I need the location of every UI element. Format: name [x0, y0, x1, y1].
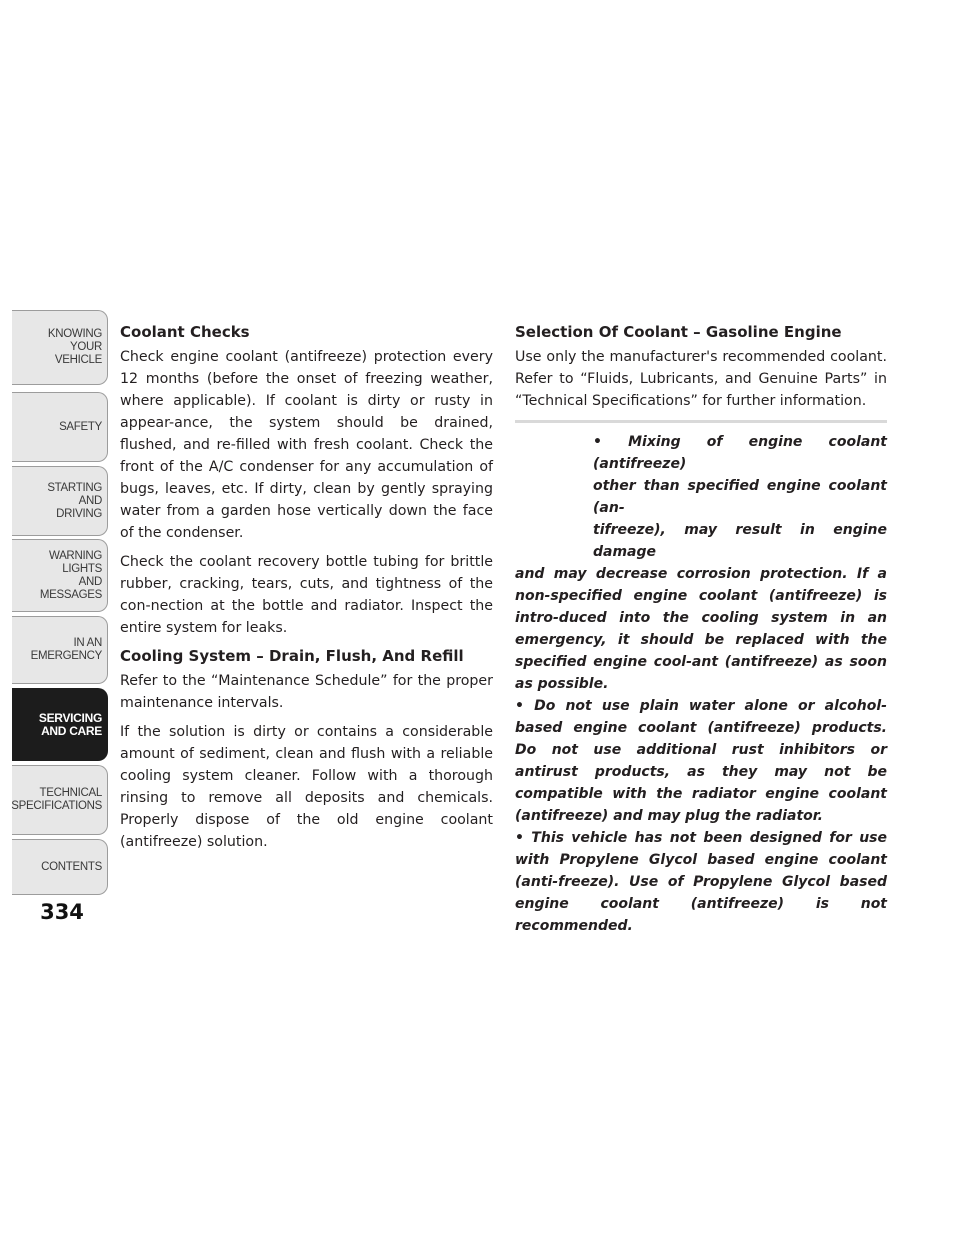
- tab-starting-and-driving[interactable]: [12, 466, 108, 536]
- left-column: [120, 322, 493, 860]
- tab-label: KNOWING YOUR VEHICLE: [47, 328, 102, 366]
- coolant-checks-heading: Coolant Checks: [120, 323, 250, 341]
- tab-label: SERVICING AND CARE: [38, 710, 102, 738]
- caution-line: tifreeze), may result in engine damage: [593, 522, 887, 560]
- caution-bullet-2: • Do not use plain water alone or alcohol-based engine coolant (antifreeze) products. Do not use additional rust inhibitors or antirust products, as they may not be compatible with the radiator engine coolant (antifreeze) and may plug the radiator.: [515, 698, 887, 824]
- cleaning-paragraph: If the solution is dirty or contains a considerable amount of sediment, clean and flush with a reliable cooling system cleaner. Follow with a thorough rinsing to remove all deposits and chemicals. Properly dispose of the old engine coolant (antifreeze) solution.: [120, 724, 493, 850]
- tab-technical-specifications[interactable]: [12, 765, 108, 835]
- coolant-checks-paragraph: Check engine coolant (antifreeze) protection every 12 months (before the onset of freezing weather, where applicable). If coolant is dirty or rusty in appear-ance, the system should be drained, flushed, and re-filled with fresh coolant. Check the front of the A/C condenser for any accumulation of bugs, leaves, etc. If dirty, clean by gently spraying water from a garden hose vertically down the face of the condenser.: [120, 349, 493, 541]
- caution-text: [515, 431, 887, 937]
- caution-line: • Mixing of engine coolant (antifreeze): [593, 434, 887, 472]
- recovery-bottle-paragraph: Check the coolant recovery bottle tubing for brittle rubber, cracking, tears, cuts, and tightness of the con-nection at the bottle and radiator. Inspect the entire system for leaks.: [120, 554, 493, 636]
- tab-label: IN AN EMERGENCY: [30, 637, 102, 662]
- tab-label: TECHNICAL SPECIFICATIONS: [11, 787, 102, 812]
- selection-of-coolant-paragraph: Use only the manufacturer's recommended coolant. Refer to “Fluids, Lubricants, and Genuine Parts” in “Technical Specifications” for further information.: [515, 349, 887, 409]
- tab-servicing-and-care[interactable]: [12, 688, 108, 761]
- maintenance-interval-paragraph: Refer to the “Maintenance Schedule” for the proper maintenance intervals.: [120, 673, 493, 711]
- right-column: [515, 322, 887, 419]
- tab-safety[interactable]: [12, 392, 108, 462]
- drain-flush-refill-heading: Cooling System – Drain, Flush, And Refill: [120, 647, 464, 665]
- page-number: 334: [40, 900, 84, 924]
- tab-label: CONTENTS: [41, 860, 102, 873]
- caution-bullet-1-continued: and may decrease corrosion protection. If a non-specified engine coolant (antifreeze) is intro-duced into the cooling system in an emergency, it should be replaced with the specified engine cool-ant (antifreeze) as soon as possible.: [515, 566, 887, 692]
- selection-of-coolant-heading: Selection Of Coolant – Gasoline Engine: [515, 323, 842, 341]
- tab-in-an-emergency[interactable]: [12, 616, 108, 684]
- tab-label: SAFETY: [59, 420, 102, 433]
- caution-box: [515, 420, 887, 937]
- caution-line: other than specified engine coolant (an-: [593, 478, 887, 516]
- tab-label: WARNING LIGHTS AND MESSAGES: [39, 549, 102, 601]
- tab-warning-lights-and-messages[interactable]: [12, 539, 108, 612]
- caution-rule: [515, 420, 887, 423]
- tab-label: STARTING AND DRIVING: [47, 481, 102, 520]
- caution-bullet-3: • This vehicle has not been designed for use with Propylene Glycol based engine coolant (anti-freeze). Use of Propylene Glycol based engine coolant (antifreeze) is not recommended.: [515, 830, 887, 934]
- tab-knowing-your-vehicle[interactable]: [12, 310, 108, 385]
- tab-contents[interactable]: [12, 839, 108, 895]
